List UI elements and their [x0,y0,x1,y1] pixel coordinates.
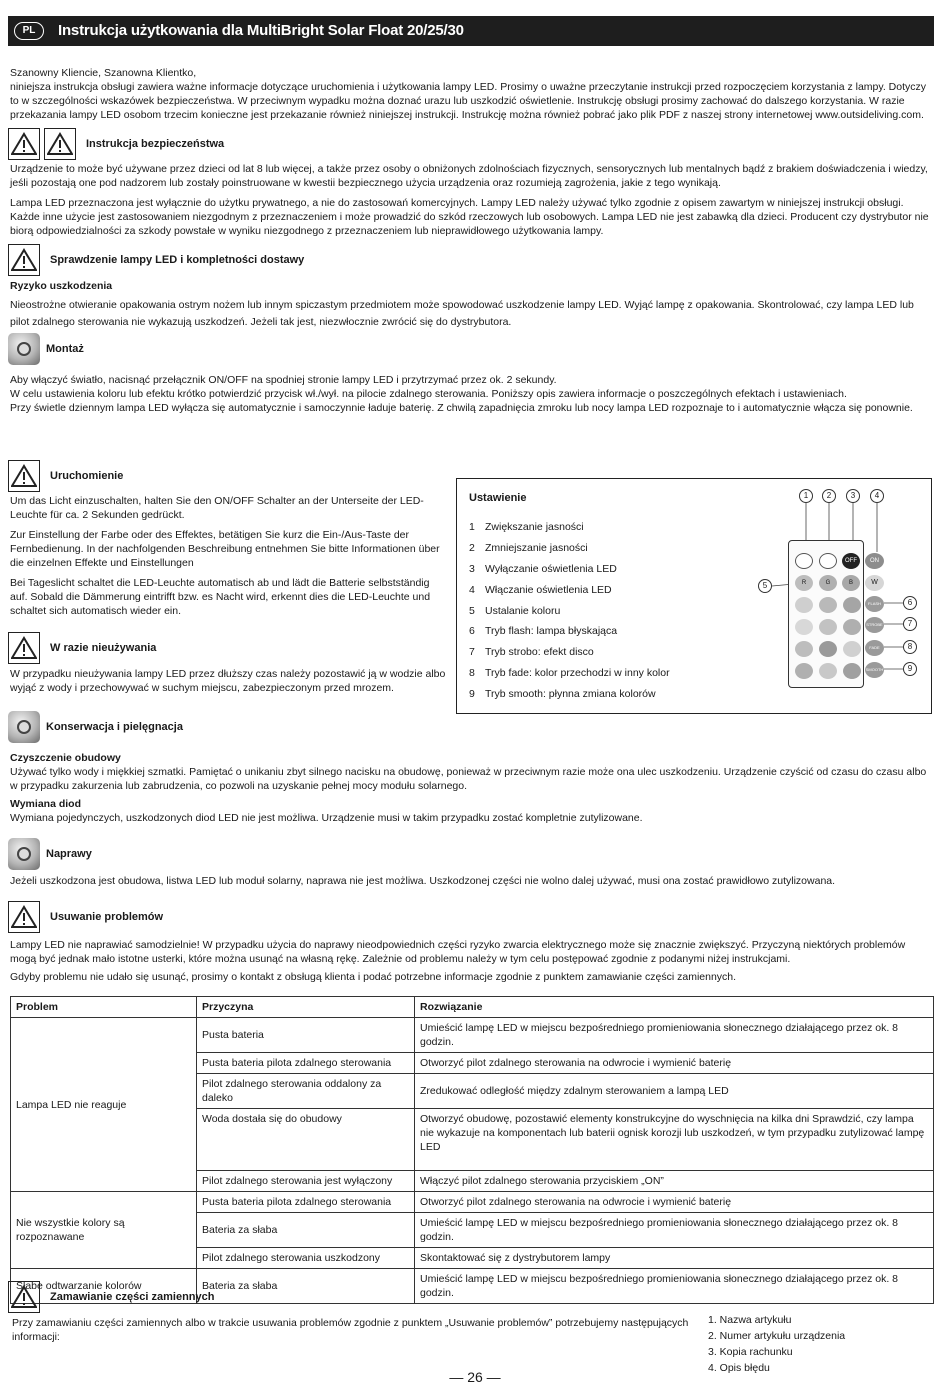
remote-control-illustration [788,540,864,688]
greeting: Szanowny Kliencie, Szanowna Klientko, [10,67,197,79]
unused-heading [8,631,156,665]
solution-cell: Umieścić lampę LED w miejscu bezpośredniego promieniowania słonecznego działającego przez ok. 8 godzin. [415,1213,934,1248]
table-row [11,1192,934,1213]
list-item: 3. Kopia rachunku [708,1346,793,1358]
color-button-icon [795,641,813,657]
problem-cell: Nie wszystkie kolory są rozpoznawane [11,1192,197,1269]
paragraph: Gdyby problemu nie udało się usunąć, prosimy o kontakt z obsługą klienta i podać potrzebne informacje zgodnie z punktem zamawianie części zamiennych. [10,971,737,983]
item-label: Tryb smooth: płynna zmiana kolorów [485,687,656,700]
subheading: Ryzyko uszkodzenia [10,280,113,292]
item-label: Tryb fade: kolor przechodzi w inny kolor [485,666,670,679]
check-text [10,279,930,331]
paragraph: Lampa LED przeznaczona jest wyłącznie do użytku prywatnego, a nie do zastosowań komercyjnych. Lampy LED należy używać tylko zgodnie z opisem zawartym w niniejszej instrukcji obsługi. Każde inne użycie jest zastosowaniem niezgodnym z przeznaczeniem i może prowadzić do szkód rzeczowych lub osobowych. Lampa LED nie jest zabawką dla dzieci. Producent czy dystrybutor nie biorą odpowiedzialności za szkody powstałe w wyniku niezgodnego z przeznaczeniem lub nieprawidłowego użytkowania lampy. [10,197,929,237]
list-item: 2. Numer artykułu urządzenia [708,1330,846,1342]
warning-icon [44,128,76,160]
cause-cell: Pusta bateria [197,1018,415,1053]
paragraph: W przypadku nieużywania lampy LED przez dłuższy czas należy pozostawić ją w wodzie albo wyjąć z wody i przechowywać w suchym miejscu, zabezpieczonym przed mrozem. [10,668,446,694]
off-button-icon: OFF [842,553,860,569]
paragraph: Bei Tageslicht schaltet die LED-Leuchte automatisch ab und lädt die Batterie selbstständig auf. Sobald die Dämmerung eintrifft bzw. es Nacht wird, erkennt dies die LED-Leuchte und schaltet sich automatisch wieder ein. [10,577,431,617]
red-button-icon: R [795,575,813,591]
care-heading [8,710,183,744]
solution-cell: Włączyć pilot zdalnego sterowania przyciskiem „ON” [415,1171,934,1192]
item-label: Zwiększanie jasności [485,521,584,534]
safety-heading [8,127,224,161]
solution-cell: Umieścić lampę LED w miejscu bezpośredniego promieniowania słonecznego działającego przez ok. 8 godzin. [415,1018,934,1053]
paragraph: Wymiana pojedynczych, uszkodzonych diod LED nie jest możliwa. Urządzenie musi w takim przypadku zostać kompletnie zutylizowane. [10,812,643,824]
problem-cell: Lampa LED nie reaguje [11,1018,197,1192]
warning-icon [8,128,40,160]
settings-title: Ustawienie [469,492,527,504]
smooth-button-icon: SMOOTH [865,662,884,678]
trouble-text [10,938,930,984]
callout-5: 5 [758,579,772,593]
subheading: Wymiana diod [10,798,81,810]
cause-cell: Bateria za słaba [197,1213,415,1248]
list-item [469,538,670,559]
color-button-icon [819,619,837,635]
parts-text: Przy zamawianiu części zamiennych albo w trakcie usuwania problemów zgodnie z punktem „Usuwanie problemów” potrzebujemy następujących informacji: [12,1317,689,1343]
section-title: Usuwanie problemów [50,911,164,923]
column-header: Przyczyna [197,997,415,1018]
warning-icon [8,632,40,664]
paragraph: Um das Licht einzuschalten, halten Sie den ON/OFF Schalter an der Unterseite der LED-Leuchte für ca. 2 Sekunden gedrückt. [10,495,424,521]
repair-text [10,874,930,888]
brightness-down-icon [819,553,837,569]
language-badge: PL [14,22,44,40]
mount-text [10,373,930,415]
solution-cell: Zredukować odległość między zdalnym sterowaniem a lampą LED [415,1074,934,1109]
cause-cell: Pusta bateria pilota zdalnego sterowania [197,1192,415,1213]
item-number: 6 [469,625,475,638]
item-number: 2 [469,542,475,555]
settings-list [469,517,670,704]
warning-icon [8,901,40,933]
cause-cell: Pilot zdalnego sterowania uszkodzony [197,1248,415,1269]
item-number: 9 [469,687,475,700]
paragraph: W celu ustawienia koloru lub efektu krótko potwierdzić przycisk wł./wył. na pilocie zdalnego sterowania. Poniższy opis zawiera informacje o poszczególnych efektach i ustawieniach. [10,388,847,400]
callout-2: 2 [822,489,836,503]
cause-cell: Woda dostała się do obudowy [197,1109,415,1171]
paragraph: Przy świetle dziennym lampa LED wyłącza się automatycznie i samoczynnie ładuje baterię. Z chwilą zapadnięcia zmroku lub nocy lampa LED rozpoznaje to i automatycznie włącza się ponownie. [10,402,913,414]
cause-cell: Bateria za słaba [197,1269,415,1304]
warning-icon [8,244,40,276]
safety-text [10,162,930,238]
mount-heading [8,332,84,366]
intro-section [10,66,930,122]
color-button-icon [843,597,861,613]
item-label: Tryb strobo: efekt disco [485,646,594,659]
column-header: Problem [11,997,197,1018]
list-item: 1. Nazwa artykułu [708,1314,792,1326]
troubleshooting-table [10,996,934,1304]
color-button-icon [795,619,813,635]
item-label: Wyłączanie oświetlenia LED [485,562,617,575]
section-title: Uruchomienie [50,470,124,482]
color-button-icon [843,619,861,635]
callout-4: 4 [870,489,884,503]
list-item: 4. Opis błędu [708,1362,770,1374]
list-item [469,559,670,580]
paragraph: Używać tylko wody i miękkiej szmatki. Pamiętać o unikaniu zbyt silnego nacisku na obudowę, ponieważ w przeciwnym razie może ona ulec uszkodzeniu. Urządzenie czyścić od czasu do czasu albo w przypadku zakurzenia lub zabrudzenia, co pozwoli na uzyskanie pełnej mocy modułu solarnego. [10,766,927,792]
solution-cell: Otworzyć pilot zdalnego sterowania na odwrocie i wymienić baterię [415,1053,934,1074]
section-title: Sprawdzenie lampy LED i kompletności dostawy [50,254,305,266]
subheading: Czyszczenie obudowy [10,752,121,764]
item-label: Tryb flash: lampa błyskająca [485,625,618,638]
item-label: Ustalanie koloru [485,604,561,617]
strobe-button-icon: STROBE [865,617,884,633]
repair-heading [8,837,92,871]
check-heading [8,243,304,277]
item-number: 1 [469,521,475,534]
section-title: Instrukcja bezpieczeństwa [86,138,225,150]
wrench-icon [8,711,40,743]
page-header [8,16,934,46]
page-title: Instrukcja użytkowania dla MultiBright Solar Float 20/25/30 [58,22,464,39]
parts-list [708,1313,845,1377]
table-row [11,1018,934,1053]
item-number: 8 [469,666,475,679]
color-button-icon [819,597,837,613]
care-text [10,751,930,825]
color-button-icon [795,597,813,613]
color-button-icon [843,641,861,657]
section-title: Naprawy [46,848,92,860]
list-item [469,621,670,642]
paragraph: Jeżeli uszkodzona jest obudowa, listwa LED lub moduł solarny, naprawa nie jest możliwa. Uszkodzonej części nie wolno dalej używać, musi ona zostać prawidłowo zutylizowana. [10,875,836,887]
list-item [469,517,670,538]
callout-3: 3 [846,489,860,503]
paragraph: Aby włączyć światło, nacisnąć przełącznik ON/OFF na spodniej stronie lampy LED i przytrzymać przez ok. 2 sekundy. [10,374,557,386]
paragraph: Zur Einstellung der Farbe oder des Effektes, betätigen Sie kurz die Ein-/Aus-Taste der Fernbedienung. In der nachfolgenden Beschreibung entnehmen Sie bitte Informationen über die einzelnen Effekte und Einstellungen [10,529,440,569]
paragraph: Nieostrożne otwieranie opakowania ostrym nożem lub innym spiczastym przedmiotem może spowodować uszkodzenie lampy LED. Wyjąć lampę z opakowania. Skontrolować, czy lampa LED lub pilot zdalnego sterowania nie wykazują uszkodzeń. Jeżeli tak jest, niezwłocznie zwrócić się do dystrybutora. [10,299,914,328]
paragraph: Lampy LED nie naprawiać samodzielnie! W przypadku użycia do naprawy nieodpowiednich części ryzyko zwarcia elektrycznego może się znacznie zwiększyć. Przyczyną niektórych problemów mogą być jednak mało istotne usterki, które można usunąć na własną rękę. Zależnie od problemu należy w tym celu postępować zgodnie z podanymi niżej instrukcjami. [10,939,906,965]
unused-text [10,667,450,695]
callout-6: 6 [903,596,917,610]
list-item [469,642,670,663]
item-number: 7 [469,646,475,659]
page-number: — 26 — [449,1369,501,1385]
color-button-icon [819,663,837,679]
cause-cell: Pilot zdalnego sterowania jest wyłączony [197,1171,415,1192]
white-button-icon: W [865,575,884,591]
color-button-icon [795,663,813,679]
list-item [469,663,670,684]
callout-8: 8 [903,640,917,654]
intro-text: niniejsza instrukcja obsługi zawiera ważne informacje dotyczące uruchomienia i użytkowania lampy LED. Prosimy o uważne przeczytanie instrukcji przed rozpoczęciem korzystania z lampy. Dotyczy to w szczególności wskazówek bezpieczeństwa. W przeciwnym wypadku można doznać urazu lub uszkodzić oświetlenie. Instrukcję obsługi prosimy zachować do dalszego korzystania. W razie przekazania lampy LED osobom trzecim konieczne jest przekazanie również niniejszej instrukcji. Instrukcję można również pobrać jako plik PDF z naszej strony internetowej www.outsideliving.com. [10,81,927,121]
warning-icon [8,1281,40,1313]
on-button-icon: ON [865,553,884,569]
warning-icon [8,460,40,492]
fade-button-icon: FADE [865,640,884,656]
solution-cell: Otworzyć obudowę, pozostawić elementy konstrukcyjne do wyschnięcia na kilka dni Sprawdzić, czy lampa nie wykazuje na komponentach lub baterii ognisk korozji lub uszkodzeń, w tym przypadku zutylizować lampę LED [415,1109,934,1171]
column-header: Rozwiązanie [415,997,934,1018]
trouble-heading [8,900,163,934]
section-title: W razie nieużywania [50,642,157,654]
item-number: 4 [469,583,475,596]
color-button-icon [843,663,861,679]
parts-heading [8,1280,214,1314]
list-item [469,579,670,600]
callout-1: 1 [799,489,813,503]
callout-9: 9 [903,662,917,676]
cause-cell: Pilot zdalnego sterowania oddalony za daleko [197,1074,415,1109]
item-label: Włączanie oświetlenia LED [485,583,612,596]
wrench-icon [8,838,40,870]
list-item [469,683,670,704]
cause-cell: Pusta bateria pilota zdalnego sterowania [197,1053,415,1074]
item-number: 3 [469,562,475,575]
list-item [469,600,670,621]
section-title: Montaż [46,343,84,355]
solution-cell: Umieścić lampę LED w miejscu bezpośredniego promieniowania słonecznego działającego przez ok. 8 godzin. [415,1269,934,1304]
section-title: Konserwacja i pielęgnacja [46,721,183,733]
solution-cell: Otworzyć pilot zdalnego sterowania na odwrocie i wymienić baterię [415,1192,934,1213]
blue-button-icon: B [842,575,860,591]
callout-7: 7 [903,617,917,631]
solution-cell: Skontaktować się z dystrybutorem lampy [415,1248,934,1269]
item-number: 5 [469,604,475,617]
item-label: Zmniejszanie jasności [485,542,588,555]
start-heading [8,459,123,493]
green-button-icon: G [819,575,837,591]
paragraph: Urządzenie to może być używane przez dzieci od lat 8 lub więcej, a także przez osoby o obniżonych zdolnościach fizycznych, sensorycznych lub mentalnych bądź z brakiem doświadczenia i wiedzy, jeśli pozostają one pod nadzorem lub zostały poinstruowane w kwestii bezpiecznego użycia urządzenia oraz rozumieją zagrożenia, jakie z tego wynikają. [10,163,928,189]
wrench-icon [8,333,40,365]
problem-cell: Słabe odtwarzanie kolorów [11,1269,197,1304]
flash-button-icon: FLASH [865,596,884,612]
section-title: Zamawianie części zamiennych [50,1291,215,1303]
color-button-icon [819,641,837,657]
table-header-row [11,997,934,1018]
brightness-up-icon [795,553,813,569]
start-text [10,494,442,618]
